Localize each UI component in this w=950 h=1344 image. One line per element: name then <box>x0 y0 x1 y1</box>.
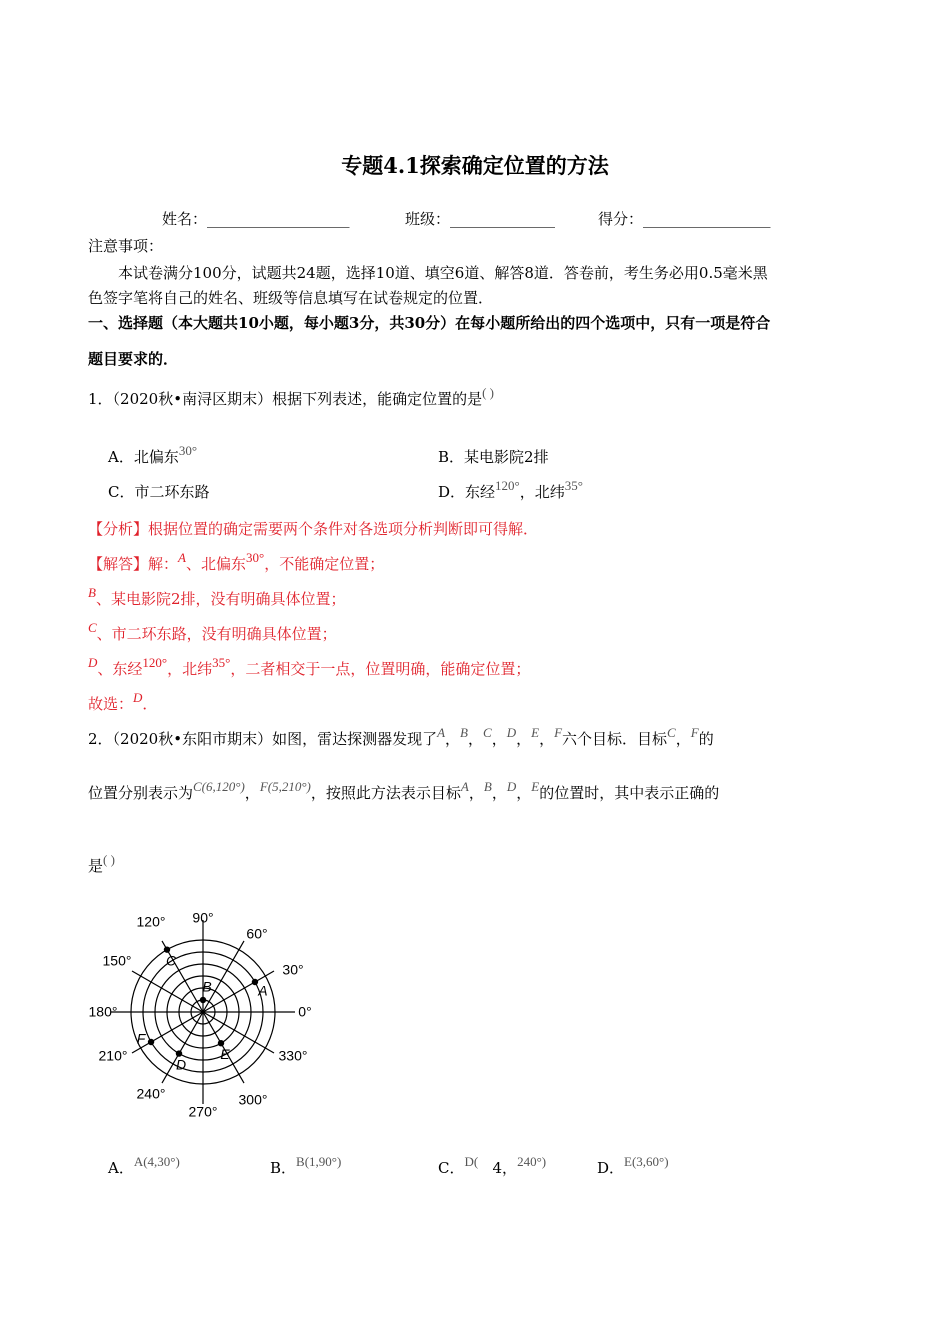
section-heading-2: 题目要求的． <box>88 350 179 368</box>
notice-line-2: 色签字笔将自己的姓名、班级等信息填写在试卷规定的位置． <box>88 289 494 307</box>
radar-point-label: E <box>220 1045 230 1062</box>
radar-point-a <box>252 979 258 985</box>
q1-answer-c: C、市二环东路，没有明确具体位置； <box>88 620 337 643</box>
q1-choice: 故选：D． <box>88 690 158 713</box>
q2-option-d[interactable]: D．E(3,60°) <box>597 1154 669 1177</box>
radar-point-label: F <box>136 1030 146 1047</box>
q1-answer-d: D、东经120°，北纬35°，二者相交于一点，位置明确，能确定位置； <box>88 655 531 678</box>
radar-angle-label: 60° <box>246 925 268 942</box>
section-heading-1: 一、选择题（本大题共10小题，每小题3分，共30分）在每小题所给出的四个选项中，只有一项是符合 <box>88 314 771 332</box>
q1-analysis: 【分析】根据位置的确定需要两个条件对各选项分析判断即可得解． <box>88 520 539 538</box>
q1-answer-b: B、某电影院2排，没有明确具体位置； <box>88 585 346 608</box>
radar-angle-label: 30° <box>282 961 304 978</box>
q1-option-a[interactable]: A．北偏东30° <box>108 443 198 466</box>
radar-angle-label: 90° <box>192 909 214 926</box>
radar-angle-label: 120° <box>136 913 166 930</box>
page-title: 专题4.1探索确定位置的方法 <box>341 153 609 178</box>
radar-point-b <box>200 997 206 1003</box>
radar-angle-label: 240° <box>136 1085 166 1102</box>
radar-angle-label: 300° <box>238 1091 268 1108</box>
radar-angle-label: 270° <box>188 1103 218 1120</box>
radar-angle-label: 150° <box>102 952 132 969</box>
radar-figure <box>85 905 325 1125</box>
question-2-line-3: 是( ) <box>88 852 115 875</box>
q2-option-c[interactable]: C．D( 4，240°) <box>438 1154 547 1177</box>
question-2-line-1: 2．（2020秋•东阳市期末）如图，雷达探测器发现了A，B，C，D，E，F六个目标．目标C，F的 <box>88 725 714 748</box>
q1-answer-a: 【解答】解：A、北偏东30°，不能确定位置； <box>88 550 385 573</box>
class-field[interactable]: 班级：______________ <box>405 210 556 228</box>
q2-option-b[interactable]: B．B(1,90°) <box>270 1154 342 1177</box>
radar-point-label: A <box>258 982 268 999</box>
question-1-stem: 1．（2020秋•南浔区期末）根据下列表述，能确定位置的是( ) <box>88 385 494 408</box>
name-field[interactable]: 姓名：___________________ <box>162 210 350 228</box>
radar-angle-label: 210° <box>98 1047 128 1064</box>
q1-option-b[interactable]: B．某电影院2排 <box>438 448 549 466</box>
radar-point-label: D <box>175 1056 187 1073</box>
question-2-line-2: 位置分别表示为C(6,120°)，F(5,210°)，按照此方法表示目标A，B，D，E的位置时，其中表示正确的 <box>88 779 720 802</box>
radar-point-f <box>148 1039 154 1045</box>
radar-angle-label: 0° <box>298 1003 312 1020</box>
q1-option-d[interactable]: D．东经120°，北纬35° <box>438 478 583 501</box>
radar-angle-label: 330° <box>278 1047 308 1064</box>
radar-angle-label: 180° <box>88 1003 118 1020</box>
radar-point-label: C <box>165 952 177 969</box>
q2-option-a[interactable]: A．A(4,30°) <box>108 1154 180 1177</box>
radar-point-label: B <box>202 978 212 995</box>
notice-line-1: 本试卷满分100分，试题共24题，选择10道、填空6道、解答8道．答卷前，考生务必用0.5毫米黑 <box>118 264 768 282</box>
score-field[interactable]: 得分：_________________ <box>598 210 771 228</box>
notice-label: 注意事项： <box>88 237 164 255</box>
q1-option-c[interactable]: C．市二环东路 <box>108 483 210 501</box>
